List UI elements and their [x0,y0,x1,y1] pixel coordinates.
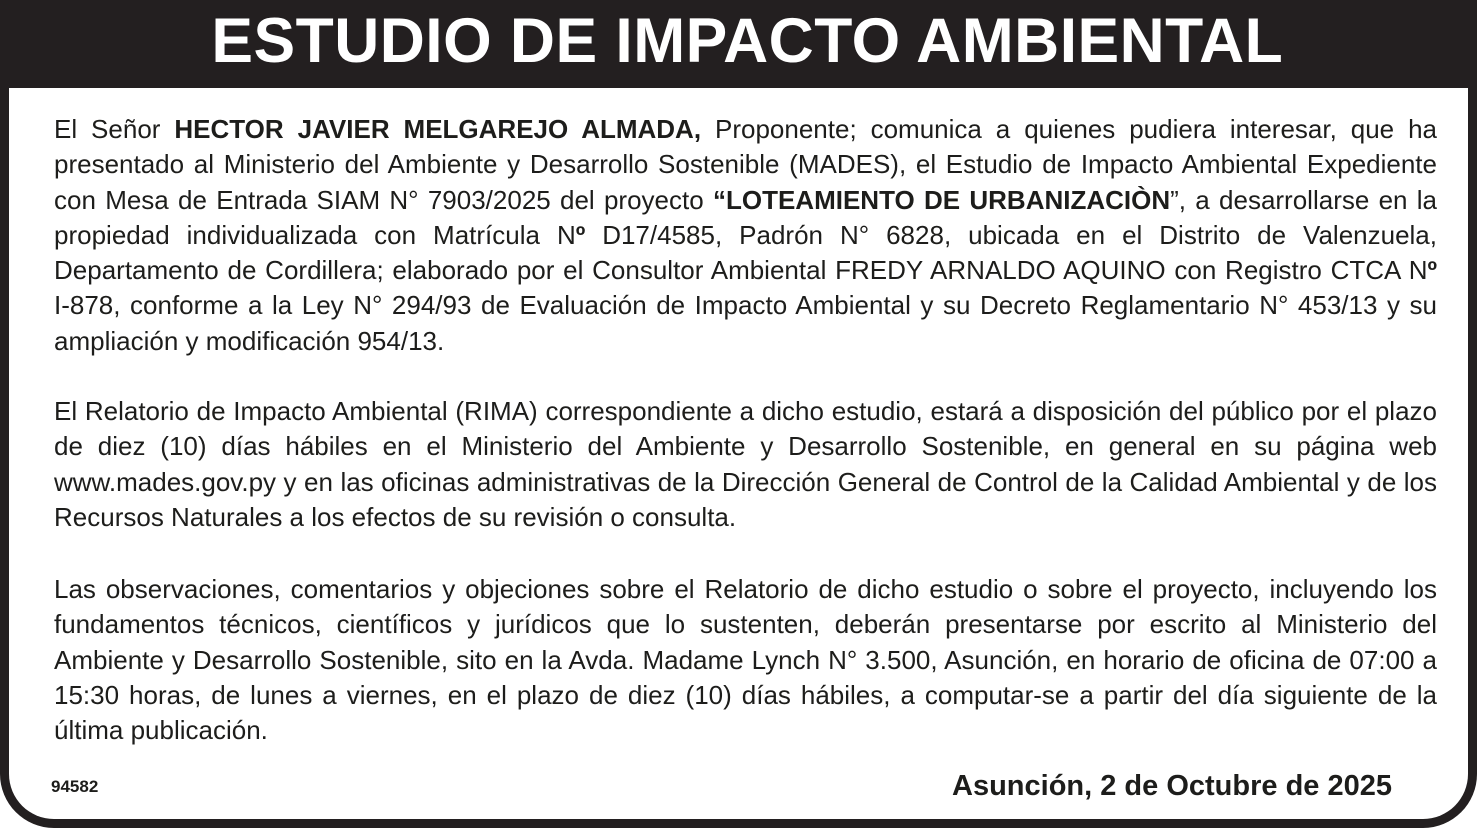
paragraph-observations: Las observaciones, comentarios y objeciones sobre el Relatorio de dicho estudio o sobre el proyecto, incluyendo los fundamentos técnicos, científicos y jurídicos que lo sustenten, deberán presentarse por escrito al Ministerio del Ambiente y Desarrollo Sostenible, sito en la Avda. Madame Lynch N° 3.500, Asunción, en horario de oficina de 07:00 a 15:30 horas, de lunes a viernes, en el plazo de diez (10) días hábiles, a computar-se a partir del día siguiente de la última publicación. [54,574,1437,746]
paragraph-announcement [54,112,1437,359]
open-quote: “ [712,184,726,215]
publication-date: Asunción, 2 de Octubre de 2025 [952,770,1392,802]
announcement-text-b: ”, a desarrollarse en la propiedad individualizada con Matrícula N [54,184,1437,250]
proponent-name: HECTOR JAVIER MELGAREJO ALMADA, [174,114,702,144]
announcement-text-c: D17/4585, Padrón N° 6828, ubicada en el Distrito de Valenzuela, Departamento de Cordillera; elaborado por el Consultor Ambiental FREDY ARNALDO AQUINO con Registro CTCA N [54,219,1437,286]
ordinal-mark: º [1427,255,1437,286]
ordinal-mark: º [575,219,586,250]
announcement-text-a: Proponente; comunica a quienes pudiera interesar, que ha presentado al Ministerio del Ambiente y Desarrollo Sostenible (MADES), el Estudio de Impacto Ambiental Expediente con Mesa de Entrada SIAM N° 7903/2025 del proyecto [54,114,1437,215]
announcement-text-d: I-878, conforme a la Ley N° 294/93 de Evaluación de Impacto Ambiental y su Decreto Reglamentario N° 453/13 y su ampliación y modificación 954/13. [54,290,1437,356]
reference-number: 94582 [51,777,99,796]
header-band [9,0,1477,88]
paragraph-rima-availability: El Relatorio de Impacto Ambiental (RIMA) correspondiente a dicho estudio, estará a disposición del público por el plazo de diez (10) días hábiles en el Ministerio del Ambiente y Desarrollo Sostenible, en general en su página web www.mades.gov.py y en las oficinas administrativas de la Dirección General de Control de la Calidad Ambiental y de los Recursos Naturales a los efectos de su revisión o consulta. [54,396,1437,532]
project-name: LOTEAMIENTO DE URBANIZACIÒN [725,184,1171,215]
intro-text: El Señor [54,114,175,144]
notice-title: ESTUDIO DE IMPACTO AMBIENTAL [211,5,1284,76]
